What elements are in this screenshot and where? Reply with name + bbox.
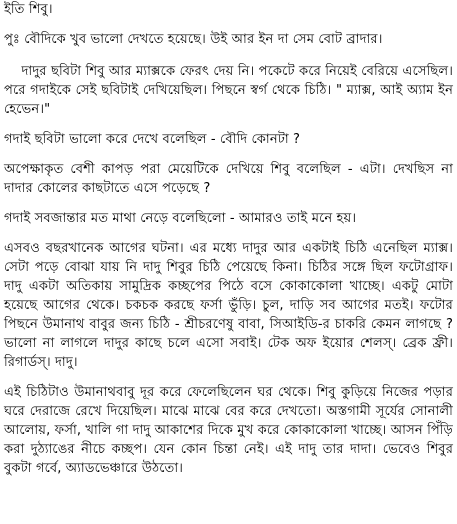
- spacer: [4, 198, 453, 209]
- paragraph-gadai-asks: গদাই ছবিটা ভালো করে দেখে বলেছিল - বৌদি কোনটা ?: [4, 132, 301, 147]
- spacer: [4, 49, 453, 62]
- spacer: [4, 119, 453, 130]
- paragraph-gadai-agrees: গদাই সবজান্তার মত মাথা নেড়ে বলেছিলো - আমারও তাই মনে হয়।: [4, 211, 357, 226]
- paragraph-second-letter: এসবও বছরখানেক আগের ঘটনা। এর মধ্যে দাদুর আর একটাই চিঠি এনেছিল ম্যাক্স। সেটা পড়ে বোঝা যায় নি দাদু শিবুর চিঠি পেয়েছে কিনা। চিঠির সঙ্গে ছিল ফটোগ্রাফ। দাদু একটা অতিকায় সামুদ্রিক কচ্ছপের পিঠে বসে কোকাকোলা খাচ্ছে। একটু মোটা হয়েছে আগের থেকে। চকচক করছে ফর্সা ভুঁড়ি। চুল, দাড়ি সব আগের মতই। ফটোর পিছনে উমানাথ বাবুর জন্য চিঠি - শ্রীচরণেষু বাবা, সিআইডি-র চাকরি কেমন লাগছে ? ভালো না লাগলে দাদুর কাছে চলে এসো সবাই। টেক অফ ইয়োর শেলস্। ব্রেক ফ্রী। রিগার্ডস্। দাদু।: [4, 241, 457, 370]
- spacer: [4, 228, 453, 239]
- paragraph-shibu-points: অপেক্ষাকৃত বেশী কাপড় পরা মেয়েটিকে দেখিয়ে শিবু বলেছিল - এটা। দেখছিস না দাদার কোলের কাছটাতে এসে পড়েছে ?: [4, 162, 457, 196]
- paragraph-kept-letter: এই চিঠিটাও উমানাথবাবু দূর করে ফেলেছিলেন ঘর থেকে। শিবু কুড়িয়ে নিজের পড়ার ঘরে দেরাজে রেখে দিয়েছিল। মাঝে মাঝে বের করে দেখতো। অস্তগামী সূর্যের সোনালী আলোয়, ফর্সা, খালি গা দাদু আকাশের দিকে মুখ করে কোকাকোলা খাচ্ছে। আসন পিঁড়ি করা দুঠ্যাঙের নীচে কচ্ছপ। যেন কোন চিন্তা নেই। এই দাদু তার দাদা। ভেবেও শিবুর বুকটা গর্বে, অ্যাডভেঞ্চারে উঠতো।: [4, 385, 457, 476]
- signoff-line: ইতি শিবু।: [4, 2, 53, 17]
- spacer: [4, 372, 453, 383]
- spacer: [4, 149, 453, 160]
- postscript: পুঃ বৌদিকে খুব ভালো দেখতে হয়েছে। উই আর ইন দা সেম বোট ব্রাদার।: [4, 32, 383, 47]
- paragraph-photo-from-heaven: দাদুর ছবিটা শিবু আর ম্যাক্সকে ফেরৎ দেয় নি। পকেটে করে নিয়েই বেরিয়ে এসেছিল। পরে গদাইকে সেই ছবিটাই দেখিয়েছিল। পিছনে স্বর্গ থেকে চিঠি। " ম্যাক্স, আই অ্যাম ইন হেভেন।": [4, 64, 457, 117]
- spacer: [4, 19, 453, 30]
